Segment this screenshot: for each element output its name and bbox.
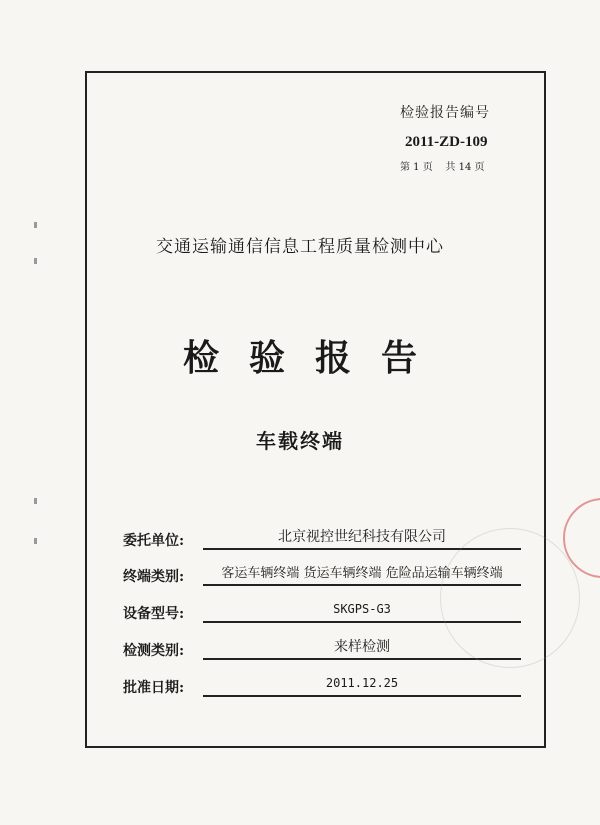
report-number-label: 检验报告编号 <box>400 105 490 121</box>
field-value: 北京视控世纪科技有限公司 <box>278 529 446 545</box>
scan-mark <box>34 222 37 228</box>
field-value: 2011.12.25 <box>325 676 399 690</box>
faint-seal-impression <box>440 528 580 668</box>
field-value: 客运车辆终端 货运车辆终端 危险品运输车辆终端 <box>221 566 503 581</box>
report-number: 2011-ZD-109 <box>405 134 488 150</box>
scan-mark <box>34 538 37 544</box>
field-label: 检测类别: <box>123 643 185 659</box>
field-value: 来样检测 <box>334 639 390 655</box>
field-label: 设备型号: <box>123 606 185 622</box>
page-info: 第 1 页 共 14 页 <box>400 162 485 173</box>
field-label: 委托单位: <box>123 533 185 549</box>
scan-mark <box>34 258 37 264</box>
field-approval-date <box>123 671 523 697</box>
field-underline <box>203 695 521 697</box>
scan-mark <box>34 498 37 504</box>
field-label: 批准日期: <box>123 680 185 696</box>
field-value: SKGPS-G3 <box>333 602 391 616</box>
report-subtitle: 车载终端 <box>256 429 344 453</box>
field-underline <box>203 658 521 660</box>
report-title: 检验报告 <box>182 337 447 379</box>
organization-name: 交通运输通信信息工程质量检测中心 <box>156 237 444 257</box>
field-label: 终端类别: <box>123 569 185 585</box>
